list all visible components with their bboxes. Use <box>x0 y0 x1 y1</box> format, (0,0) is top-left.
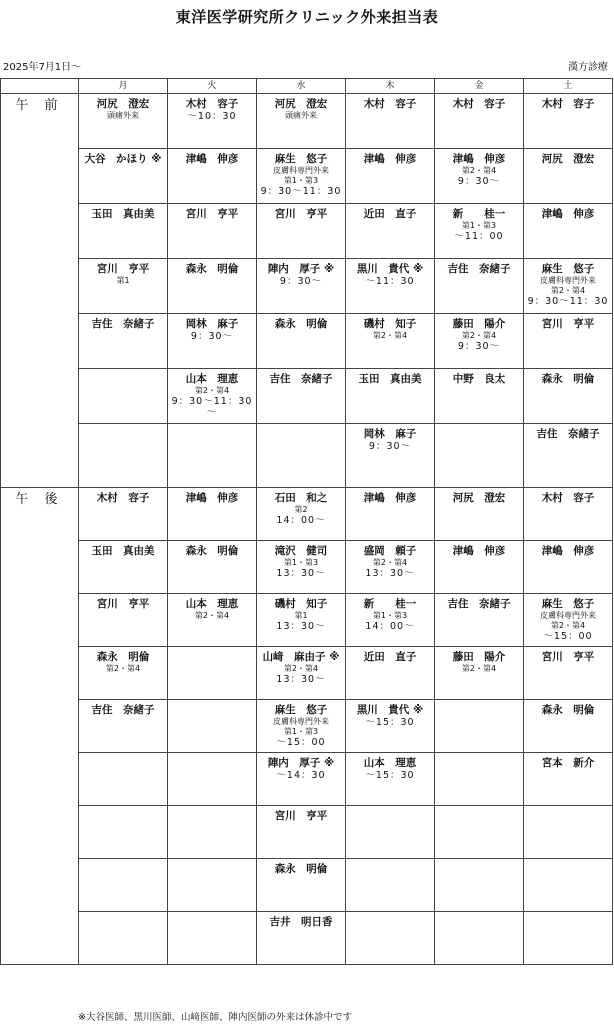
schedule-cell <box>524 859 613 912</box>
schedule-cell <box>435 806 524 859</box>
clinic-hours: ～11：30 <box>365 276 415 287</box>
schedule-cell <box>168 541 257 594</box>
doctor-name: 津嶋 伸彦 <box>541 208 595 220</box>
doctor-name: 山﨑 麻由子 ※ <box>262 651 340 663</box>
schedule-cell <box>524 806 613 859</box>
pm-row <box>1 488 613 541</box>
schedule-cell <box>257 541 346 594</box>
day-header: 水 <box>257 79 346 94</box>
clinic-note: 第2・第4 <box>105 664 141 673</box>
schedule-cell <box>524 314 613 369</box>
pm-row <box>1 806 613 859</box>
am-row <box>1 424 613 488</box>
schedule-cell <box>435 647 524 700</box>
clinic-hours: 13：30～ <box>276 621 326 632</box>
clinic-hours: 9：30～11：30 <box>527 296 609 307</box>
clinic-note: 皮膚科専門外来 <box>540 611 596 620</box>
doctor-name: 陣内 厚子 ※ <box>267 757 335 769</box>
clinic-hours: ～10：30 <box>187 111 237 122</box>
doctor-name: 宮川 亨平 <box>96 598 150 610</box>
doctor-name: 玉田 真由美 <box>91 208 155 220</box>
doctor-name: 岡林 麻子 <box>363 428 417 440</box>
footer-note: ※大谷医師、黒川医師、山﨑医師、陣内医師の外来は休診中です <box>78 1012 352 1023</box>
schedule-cell <box>79 149 168 204</box>
schedule-cell <box>168 94 257 149</box>
schedule-cell <box>257 259 346 314</box>
schedule-cell <box>168 314 257 369</box>
schedule-cell <box>435 912 524 965</box>
schedule-cell <box>524 259 613 314</box>
doctor-name: 山本 理恵 <box>185 373 239 385</box>
schedule-cell <box>346 94 435 149</box>
schedule-table <box>0 78 613 965</box>
clinic-note: 第2・第4 <box>461 166 497 175</box>
schedule-cell <box>346 259 435 314</box>
schedule-cell <box>524 700 613 753</box>
schedule-cell <box>346 314 435 369</box>
doctor-name: 玉田 真由美 <box>91 545 155 557</box>
clinic-note: 第2 <box>294 505 308 514</box>
doctor-name: 河尻 澄宏 <box>541 153 595 165</box>
schedule-cell <box>257 647 346 700</box>
am-row <box>1 369 613 424</box>
doctor-name: 木村 容子 <box>452 98 506 110</box>
schedule-cell <box>168 859 257 912</box>
doctor-name: 河尻 澄宏 <box>452 492 506 504</box>
doctor-name: 滝沢 健司 <box>274 545 328 557</box>
schedule-cell <box>346 149 435 204</box>
day-header-row <box>1 79 613 94</box>
schedule-cell <box>346 369 435 424</box>
schedule-cell <box>435 488 524 541</box>
pm-row <box>1 753 613 806</box>
schedule-cell <box>257 424 346 488</box>
schedule-cell <box>524 149 613 204</box>
clinic-note: 第2・第4 <box>194 386 230 395</box>
schedule-cell <box>168 700 257 753</box>
clinic-hours: ～ <box>206 407 218 418</box>
effective-date: 2025年7月1日～ <box>3 62 82 73</box>
am-row <box>1 204 613 259</box>
doctor-name: 森永 明倫 <box>541 704 595 716</box>
schedule-cell <box>346 753 435 806</box>
day-header: 土 <box>524 79 613 94</box>
doctor-name: 吉住 奈緒子 <box>536 428 600 440</box>
doctor-name: 宮川 亨平 <box>96 263 150 275</box>
day-header: 金 <box>435 79 524 94</box>
clinic-note: 第1 <box>116 276 130 285</box>
schedule-cell <box>435 369 524 424</box>
schedule-cell <box>79 541 168 594</box>
schedule-cell <box>435 594 524 647</box>
doctor-name: 宮川 亨平 <box>541 651 595 663</box>
clinic-hours: 14：00～ <box>365 621 415 632</box>
clinic-hours: ～14：30 <box>276 770 326 781</box>
schedule-cell <box>346 424 435 488</box>
schedule-cell <box>257 314 346 369</box>
doctor-name: 木村 容子 <box>96 492 150 504</box>
pm-period-label: 午 後 <box>1 488 79 965</box>
schedule-cell <box>257 204 346 259</box>
schedule-cell <box>79 314 168 369</box>
schedule-cell <box>435 859 524 912</box>
pm-row <box>1 859 613 912</box>
schedule-cell <box>257 753 346 806</box>
schedule-cell <box>524 541 613 594</box>
day-header: 火 <box>168 79 257 94</box>
schedule-cell <box>168 369 257 424</box>
schedule-cell <box>435 94 524 149</box>
clinic-hours: 13：30～ <box>276 568 326 579</box>
schedule-cell <box>79 94 168 149</box>
doctor-name: 吉住 奈緒子 <box>91 704 155 716</box>
doctor-name: 森永 明倫 <box>185 263 239 275</box>
schedule-cell <box>257 912 346 965</box>
schedule-cell <box>79 700 168 753</box>
clinic-hours: ～15：00 <box>276 737 326 748</box>
doctor-name: 森永 明倫 <box>274 318 328 330</box>
clinic-note: 第2・第4 <box>372 558 408 567</box>
schedule-cell <box>168 204 257 259</box>
doctor-name: 河尻 澄宏 <box>96 98 150 110</box>
doctor-name: 吉住 奈緒子 <box>447 263 511 275</box>
doctor-name: 木村 容子 <box>541 492 595 504</box>
clinic-note: 第2・第4 <box>461 331 497 340</box>
clinic-hours: ～15：30 <box>365 717 415 728</box>
doctor-name: 木村 容子 <box>363 98 417 110</box>
doctor-name: 藤田 陽介 <box>452 651 506 663</box>
schedule-cell <box>435 204 524 259</box>
schedule-cell <box>346 488 435 541</box>
schedule-cell <box>524 94 613 149</box>
doctor-name: 宮川 亨平 <box>185 208 239 220</box>
am-row <box>1 314 613 369</box>
schedule-cell <box>524 753 613 806</box>
doctor-name: 近田 直子 <box>363 651 417 663</box>
doctor-name: 新 桂一 <box>363 598 417 610</box>
schedule-cell <box>168 488 257 541</box>
schedule-cell <box>524 424 613 488</box>
doctor-name: 玉田 真由美 <box>358 373 422 385</box>
schedule-cell <box>168 259 257 314</box>
clinic-note: 皮膚科専門外来 <box>273 717 329 726</box>
schedule-cell <box>524 369 613 424</box>
doctor-name: 麻生 悠子 <box>541 263 595 275</box>
kampo-label: 漢方診療 <box>568 62 608 73</box>
schedule-cell <box>346 541 435 594</box>
clinic-note: 第1 <box>294 611 308 620</box>
schedule-cell <box>435 753 524 806</box>
doctor-name: 新 桂一 <box>452 208 506 220</box>
clinic-hours: 9：30～ <box>457 341 501 352</box>
doctor-name: 木村 容子 <box>185 98 239 110</box>
schedule-cell <box>435 541 524 594</box>
doctor-name: 麻生 悠子 <box>274 153 328 165</box>
clinic-note: 頭痛外来 <box>107 111 139 120</box>
doctor-name: 宮川 亨平 <box>274 208 328 220</box>
clinic-note: 第1・第3 <box>372 611 408 620</box>
doctor-name: 岡林 麻子 <box>185 318 239 330</box>
schedule-cell <box>346 859 435 912</box>
schedule-cell <box>524 488 613 541</box>
doctor-name: 河尻 澄宏 <box>274 98 328 110</box>
doctor-name: 津嶋 伸彦 <box>541 545 595 557</box>
schedule-cell <box>79 647 168 700</box>
clinic-note: 第2・第4 <box>372 331 408 340</box>
clinic-note: 第1・第3 <box>283 176 319 185</box>
schedule-cell <box>257 859 346 912</box>
clinic-note: 第1・第3 <box>461 221 497 230</box>
schedule-cell <box>168 647 257 700</box>
doctor-name: 山本 理恵 <box>363 757 417 769</box>
clinic-hours: 9：30～ <box>457 176 501 187</box>
doctor-name: 石田 和之 <box>274 492 328 504</box>
schedule-cell <box>524 204 613 259</box>
doctor-name: 吉住 奈緒子 <box>91 318 155 330</box>
schedule-cell <box>435 700 524 753</box>
schedule-cell <box>257 806 346 859</box>
schedule-cell <box>168 594 257 647</box>
day-header: 月 <box>79 79 168 94</box>
clinic-hours: 9：30～ <box>279 276 323 287</box>
schedule-cell <box>79 259 168 314</box>
schedule-cell <box>79 204 168 259</box>
schedule-cell <box>168 806 257 859</box>
schedule-cell <box>257 369 346 424</box>
pm-row <box>1 912 613 965</box>
schedule-cell <box>435 259 524 314</box>
schedule-cell <box>79 594 168 647</box>
schedule-cell <box>346 700 435 753</box>
doctor-name: 黒川 貴代 ※ <box>356 704 424 716</box>
schedule-cell <box>257 594 346 647</box>
clinic-note: 第2・第4 <box>461 664 497 673</box>
schedule-cell <box>257 94 346 149</box>
schedule-cell <box>524 647 613 700</box>
doctor-name: 宮川 亨平 <box>274 810 328 822</box>
clinic-hours: 14：00～ <box>276 515 326 526</box>
schedule-cell <box>79 488 168 541</box>
doctor-name: 大谷 かほり ※ <box>84 153 162 165</box>
doctor-name: 陣内 厚子 ※ <box>267 263 335 275</box>
doctor-name: 森永 明倫 <box>96 651 150 663</box>
doctor-name: 津嶋 伸彦 <box>185 492 239 504</box>
doctor-name: 中野 良太 <box>452 373 506 385</box>
clinic-note: 皮膚科専門外来 <box>273 166 329 175</box>
clinic-hours: 9：30～11：30 <box>171 396 253 407</box>
schedule-cell <box>435 314 524 369</box>
day-header: 木 <box>346 79 435 94</box>
doctor-name: 森永 明倫 <box>274 863 328 875</box>
schedule-cell <box>168 424 257 488</box>
clinic-hours: 13：30～ <box>365 568 415 579</box>
pm-row <box>1 594 613 647</box>
clinic-note: 第2・第4 <box>550 286 586 295</box>
am-row <box>1 259 613 314</box>
doctor-name: 木村 容子 <box>541 98 595 110</box>
am-period-label: 午 前 <box>1 94 79 488</box>
doctor-name: 磯村 知子 <box>363 318 417 330</box>
schedule-cell <box>257 488 346 541</box>
schedule-cell <box>79 753 168 806</box>
schedule-cell <box>435 149 524 204</box>
pm-row <box>1 700 613 753</box>
schedule-cell <box>79 369 168 424</box>
schedule-cell <box>524 594 613 647</box>
doctor-name: 宮本 新介 <box>541 757 595 769</box>
schedule-cell <box>79 859 168 912</box>
doctor-name: 吉住 奈緒子 <box>269 373 333 385</box>
schedule-cell <box>79 912 168 965</box>
doctor-name: 盛岡 頼子 <box>363 545 417 557</box>
page-title: 東洋医学研究所クリニック外来担当表 <box>175 8 439 26</box>
doctor-name: 津嶋 伸彦 <box>363 153 417 165</box>
schedule-cell <box>168 912 257 965</box>
doctor-name: 森永 明倫 <box>541 373 595 385</box>
schedule-cell <box>435 424 524 488</box>
schedule-cell <box>346 204 435 259</box>
doctor-name: 津嶋 伸彦 <box>452 545 506 557</box>
clinic-note: 第2・第4 <box>550 621 586 630</box>
schedule-cell <box>79 806 168 859</box>
clinic-note: 第2・第4 <box>194 611 230 620</box>
doctor-name: 黒川 貴代 ※ <box>356 263 424 275</box>
clinic-hours: 13：30～ <box>276 674 326 685</box>
clinic-note: 第2・第4 <box>283 664 319 673</box>
schedule-cell <box>346 912 435 965</box>
schedule-cell <box>524 912 613 965</box>
doctor-name: 津嶋 伸彦 <box>363 492 417 504</box>
doctor-name: 磯村 知子 <box>274 598 328 610</box>
schedule-cell <box>346 594 435 647</box>
doctor-name: 藤田 陽介 <box>452 318 506 330</box>
corner-cell <box>1 79 79 94</box>
am-row <box>1 149 613 204</box>
doctor-name: 津嶋 伸彦 <box>452 153 506 165</box>
clinic-hours: 9：30～11：30 <box>260 186 342 197</box>
clinic-note: 第1・第3 <box>283 558 319 567</box>
doctor-name: 山本 理恵 <box>185 598 239 610</box>
doctor-name: 吉住 奈緒子 <box>447 598 511 610</box>
doctor-name: 近田 直子 <box>363 208 417 220</box>
clinic-hours: ～15：30 <box>365 770 415 781</box>
clinic-hours: ～11：00 <box>454 231 504 242</box>
clinic-hours: 9：30～ <box>368 441 412 452</box>
schedule-cell <box>346 647 435 700</box>
clinic-hours: ～15：00 <box>543 631 593 642</box>
doctor-name: 津嶋 伸彦 <box>185 153 239 165</box>
am-row <box>1 94 613 149</box>
clinic-hours: 9：30～ <box>190 331 234 342</box>
schedule-cell <box>168 149 257 204</box>
doctor-name: 麻生 悠子 <box>274 704 328 716</box>
clinic-note: 第1・第3 <box>283 727 319 736</box>
schedule-cell <box>79 424 168 488</box>
clinic-note: 皮膚科専門外来 <box>540 276 596 285</box>
doctor-name: 森永 明倫 <box>185 545 239 557</box>
doctor-name: 宮川 亨平 <box>541 318 595 330</box>
doctor-name: 吉井 明日香 <box>269 916 333 928</box>
schedule-cell <box>346 806 435 859</box>
clinic-note: 頭痛外来 <box>285 111 317 120</box>
schedule-cell <box>257 700 346 753</box>
doctor-name: 麻生 悠子 <box>541 598 595 610</box>
pm-row <box>1 647 613 700</box>
schedule-cell <box>168 753 257 806</box>
pm-row <box>1 541 613 594</box>
schedule-cell <box>257 149 346 204</box>
